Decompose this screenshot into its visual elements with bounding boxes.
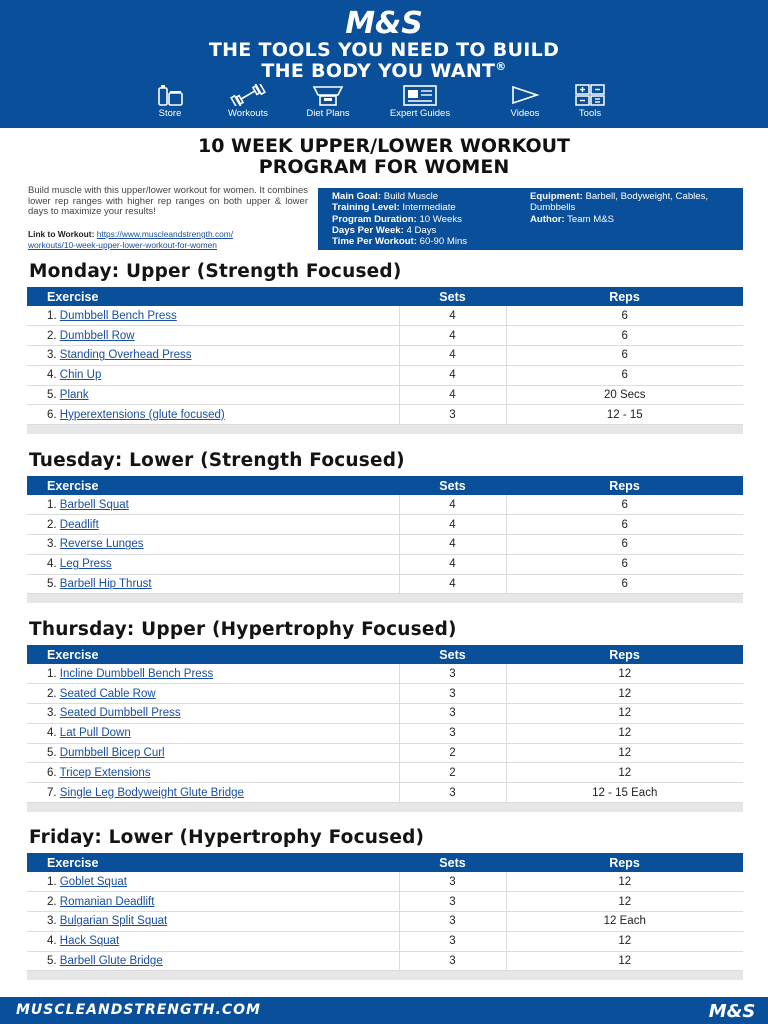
reps-cell: 12 <box>506 743 743 763</box>
exercise-link[interactable]: Lat Pull Down <box>59 727 131 740</box>
dumbbell-icon <box>228 84 268 106</box>
reps-cell: 6 <box>506 535 743 555</box>
column-header-reps: Reps <box>506 853 743 872</box>
table-row <box>27 495 743 515</box>
table-row <box>27 515 743 535</box>
workout-link-url-2[interactable]: workouts/10-week-upper-lower-workout-for-women <box>28 239 217 250</box>
exercise-cell <box>27 684 399 704</box>
footer-logo[interactable] <box>704 999 760 1021</box>
exercise-cell <box>27 743 399 763</box>
table-row <box>27 405 743 425</box>
exercise-link[interactable]: Single Leg Bodyweight Glute Bridge <box>59 786 244 799</box>
exercise-cell <box>27 723 399 743</box>
exercise-link[interactable]: Leg Press <box>59 558 112 571</box>
newspaper-icon <box>400 84 440 106</box>
sets-cell: 3 <box>399 704 506 724</box>
reps-cell: 12 <box>506 951 743 971</box>
footer-url[interactable]: MUSCLEANDSTRENGTH.COM <box>16 1002 261 1018</box>
column-header-reps: Reps <box>506 476 743 495</box>
reps-cell: 6 <box>506 574 743 594</box>
table-row <box>27 664 743 684</box>
exercise-number: 6. <box>47 408 57 421</box>
exercise-cell <box>27 405 399 425</box>
reps-cell: 12 <box>506 892 743 912</box>
column-header-exercise: Exercise <box>27 287 399 306</box>
program-duration: Program Duration: 10 Weeks <box>332 213 462 225</box>
sets-cell: 3 <box>399 912 506 932</box>
tagline <box>0 40 768 82</box>
column-header-reps: Reps <box>506 287 743 306</box>
exercise-link[interactable]: Bulgarian Split Squat <box>59 915 168 928</box>
sets-cell: 4 <box>399 385 506 405</box>
workout-link-url-1[interactable]: https://www.muscleandstrength.com/ <box>96 229 234 239</box>
site-footer <box>0 997 768 1024</box>
exercise-cell <box>27 554 399 574</box>
day-title: Monday: Upper (Strength Focused) <box>29 261 402 282</box>
nav-expert-guides-label: Expert Guides <box>389 108 451 119</box>
exercise-link[interactable]: Dumbbell Bicep Curl <box>59 747 165 760</box>
exercise-cell <box>27 574 399 594</box>
exercise-link[interactable]: Dumbbell Bench Press <box>59 309 177 322</box>
sets-cell: 3 <box>399 684 506 704</box>
exercise-number: 5. <box>47 578 57 591</box>
exercise-link[interactable]: Seated Dumbbell Press <box>59 707 181 720</box>
sets-cell: 3 <box>399 951 506 971</box>
reps-cell: 6 <box>506 495 743 515</box>
workout-table <box>27 476 743 603</box>
brand-logo[interactable] <box>335 4 433 40</box>
exercise-number: 2. <box>47 518 57 531</box>
exercise-number: 1. <box>47 667 57 680</box>
sets-cell: 3 <box>399 892 506 912</box>
exercise-link[interactable]: Deadlift <box>59 518 99 531</box>
nav-workouts[interactable] <box>208 84 288 119</box>
exercise-number: 2. <box>47 895 57 908</box>
table-header-row <box>27 476 743 495</box>
sets-cell: 2 <box>399 763 506 783</box>
nav-workouts-label: Workouts <box>228 108 268 119</box>
exercise-link[interactable]: Reverse Lunges <box>59 538 144 551</box>
column-header-reps: Reps <box>506 645 743 664</box>
column-header-exercise: Exercise <box>27 853 399 872</box>
exercise-number: 3. <box>47 915 57 928</box>
exercise-cell <box>27 872 399 892</box>
exercise-link[interactable]: Plank <box>59 389 89 402</box>
table-header-row <box>27 287 743 306</box>
registered-mark: ® <box>495 60 507 73</box>
exercise-number: 2. <box>47 687 57 700</box>
nav-diet-plans-label: Diet Plans <box>306 108 350 119</box>
table-row <box>27 872 743 892</box>
exercise-number: 2. <box>47 329 57 342</box>
exercise-number: 4. <box>47 369 57 382</box>
page-title <box>0 136 768 178</box>
nav-diet-plans[interactable] <box>288 84 368 119</box>
reps-cell: 12 <box>506 723 743 743</box>
exercise-link[interactable]: Chin Up <box>59 369 102 382</box>
sets-cell: 4 <box>399 326 506 346</box>
table-footer-bar <box>27 803 743 812</box>
workout-table <box>27 645 743 812</box>
exercise-cell <box>27 346 399 366</box>
intro-text: Build muscle with this upper/lower workout for women. It combines lower rep ranges with higher rep ranges on both upper & lower days to maximize your results! <box>28 185 308 217</box>
exercise-number: 6. <box>47 766 57 779</box>
exercise-number: 5. <box>47 955 57 968</box>
sets-cell: 3 <box>399 405 506 425</box>
exercise-cell <box>27 892 399 912</box>
table-row <box>27 306 743 326</box>
table-footer-bar <box>27 971 743 980</box>
nav-tools[interactable] <box>550 84 630 119</box>
exercise-link[interactable]: Barbell Squat <box>59 498 129 511</box>
main-nav <box>130 84 630 124</box>
exercise-number: 4. <box>47 727 57 740</box>
sets-cell: 4 <box>399 306 506 326</box>
table-row <box>27 704 743 724</box>
exercise-cell <box>27 664 399 684</box>
workout-link-label: Link to Workout: <box>28 229 95 239</box>
exercise-cell <box>27 783 399 803</box>
reps-cell: 6 <box>506 515 743 535</box>
sets-cell: 4 <box>399 365 506 385</box>
table-row <box>27 783 743 803</box>
sets-cell: 4 <box>399 554 506 574</box>
page-title-line-1: 10 WEEK UPPER/LOWER WORKOUT <box>197 135 571 157</box>
table-row <box>27 951 743 971</box>
reps-cell: 12 <box>506 872 743 892</box>
table-row <box>27 326 743 346</box>
sets-cell: 3 <box>399 664 506 684</box>
program-info-right <box>530 191 735 225</box>
exercise-number: 1. <box>47 498 57 511</box>
sets-cell: 4 <box>399 346 506 366</box>
exercise-number: 3. <box>47 349 57 362</box>
reps-cell: 6 <box>506 326 743 346</box>
table-header-row <box>27 853 743 872</box>
workout-table <box>27 853 743 980</box>
sets-cell: 4 <box>399 495 506 515</box>
exercise-link[interactable]: Barbell Hip Thrust <box>59 578 152 591</box>
tagline-line-2: THE BODY YOU WANT® <box>261 60 507 82</box>
exercise-number: 4. <box>47 935 57 948</box>
exercise-cell <box>27 365 399 385</box>
nav-tools-label: Tools <box>578 108 602 119</box>
reps-cell: 12 <box>506 704 743 724</box>
exercise-cell <box>27 515 399 535</box>
column-header-sets: Sets <box>399 645 506 664</box>
reps-cell: 12 <box>506 664 743 684</box>
nav-store-label: Store <box>158 108 182 119</box>
table-row <box>27 574 743 594</box>
workout-link-block <box>28 229 318 250</box>
time-per-workout: Time Per Workout: 60-90 Mins <box>332 236 468 248</box>
page-title-line-2: PROGRAM FOR WOMEN <box>258 156 510 178</box>
exercise-cell <box>27 704 399 724</box>
table-row <box>27 365 743 385</box>
table-footer-bar <box>27 425 743 434</box>
exercise-link[interactable]: Incline Dumbbell Bench Press <box>59 667 214 680</box>
day-title: Friday: Lower (Hypertrophy Focused) <box>29 827 425 848</box>
day-title: Thursday: Upper (Hypertrophy Focused) <box>29 619 457 640</box>
table-row <box>27 554 743 574</box>
table-header-row <box>27 645 743 664</box>
site-header <box>0 0 768 128</box>
exercise-cell <box>27 951 399 971</box>
table-row <box>27 684 743 704</box>
workout-table <box>27 287 743 434</box>
reps-cell: 6 <box>506 346 743 366</box>
exercise-link[interactable]: Hyperextensions (glute focused) <box>59 408 225 421</box>
exercise-link[interactable]: Dumbbell Row <box>59 329 135 342</box>
nav-expert-guides[interactable] <box>380 84 460 119</box>
nav-videos-label: Videos <box>510 108 540 119</box>
sets-cell: 2 <box>399 743 506 763</box>
exercise-link[interactable]: Romanian Deadlift <box>59 895 155 908</box>
column-header-exercise: Exercise <box>27 476 399 495</box>
exercise-cell <box>27 326 399 346</box>
exercise-number: 3. <box>47 538 57 551</box>
reps-cell: 12 - 15 Each <box>506 783 743 803</box>
reps-cell: 12 <box>506 931 743 951</box>
exercise-link[interactable]: Hack Squat <box>59 935 120 948</box>
table-footer-bar <box>27 594 743 603</box>
exercise-cell <box>27 306 399 326</box>
tagline-line-1: THE TOOLS YOU NEED TO BUILD <box>208 39 560 61</box>
reps-cell: 12 Each <box>506 912 743 932</box>
exercise-link[interactable]: Seated Cable Row <box>59 687 156 700</box>
reps-cell: 6 <box>506 365 743 385</box>
footer-logo-text: M&S <box>708 1001 756 1021</box>
sets-cell: 4 <box>399 574 506 594</box>
exercise-link[interactable]: Tricep Extensions <box>59 766 151 779</box>
exercise-cell <box>27 535 399 555</box>
exercise-cell <box>27 763 399 783</box>
table-row <box>27 743 743 763</box>
exercise-link[interactable]: Goblet Squat <box>59 875 127 888</box>
table-row <box>27 535 743 555</box>
table-row <box>27 346 743 366</box>
author: Author: Team M&S <box>530 213 615 225</box>
sets-cell: 3 <box>399 931 506 951</box>
sets-cell: 3 <box>399 783 506 803</box>
reps-cell: 6 <box>506 306 743 326</box>
table-row <box>27 385 743 405</box>
reps-cell: 20 Secs <box>506 385 743 405</box>
exercise-number: 1. <box>47 309 57 322</box>
program-info-box <box>318 188 743 250</box>
days-per-week: Days Per Week: 4 Days <box>332 224 437 236</box>
exercise-number: 7. <box>47 786 57 799</box>
sets-cell: 4 <box>399 515 506 535</box>
store-icon <box>150 84 190 106</box>
play-icon <box>505 84 545 106</box>
equipment: Equipment: Barbell, Bodyweight, Cables, Dumbbells <box>530 191 709 214</box>
column-header-sets: Sets <box>399 287 506 306</box>
table-row <box>27 892 743 912</box>
table-row <box>27 912 743 932</box>
reps-cell: 12 <box>506 763 743 783</box>
column-header-sets: Sets <box>399 476 506 495</box>
table-row <box>27 763 743 783</box>
reps-cell: 6 <box>506 554 743 574</box>
table-row <box>27 931 743 951</box>
exercise-number: 4. <box>47 558 57 571</box>
main-goal: Main Goal: Build Muscle <box>332 191 439 202</box>
sets-cell: 3 <box>399 872 506 892</box>
column-header-sets: Sets <box>399 853 506 872</box>
exercise-cell <box>27 931 399 951</box>
reps-cell: 12 <box>506 684 743 704</box>
exercise-cell <box>27 385 399 405</box>
exercise-cell <box>27 912 399 932</box>
program-info-left <box>332 191 527 247</box>
training-level: Training Level: Intermediate <box>332 202 456 214</box>
exercise-number: 1. <box>47 875 57 888</box>
table-row <box>27 723 743 743</box>
exercise-cell <box>27 495 399 515</box>
brand-logo-text: M&S <box>345 6 423 40</box>
sets-cell: 3 <box>399 723 506 743</box>
exercise-number: 3. <box>47 707 57 720</box>
exercise-number: 5. <box>47 389 57 402</box>
sets-cell: 4 <box>399 535 506 555</box>
day-title: Tuesday: Lower (Strength Focused) <box>29 450 405 471</box>
nav-store[interactable] <box>130 84 210 119</box>
calculator-icon <box>570 84 610 106</box>
exercise-number: 5. <box>47 747 57 760</box>
reps-cell: 12 - 15 <box>506 405 743 425</box>
scale-icon <box>308 84 348 106</box>
exercise-link[interactable]: Barbell Glute Bridge <box>59 955 163 968</box>
exercise-link[interactable]: Standing Overhead Press <box>59 349 192 362</box>
column-header-exercise: Exercise <box>27 645 399 664</box>
